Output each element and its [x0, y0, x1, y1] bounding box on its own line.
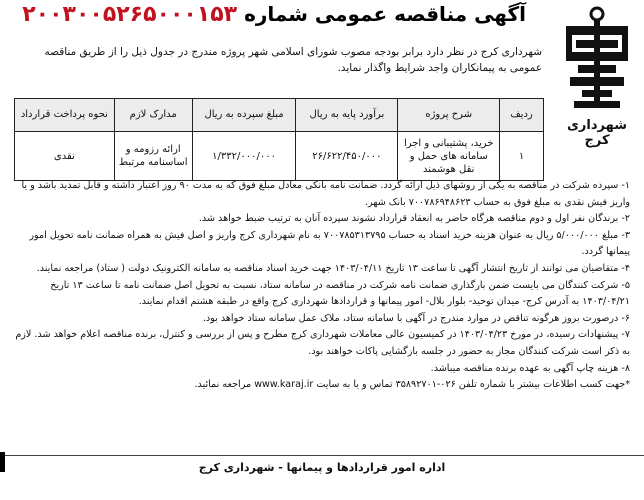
- condition-item: ۸- هزینه چاپ آگهی به عهده برنده مناقصه میباشد.: [430, 362, 630, 374]
- table-cell: ارائه رزومه و اساسنامه مرتبط: [114, 132, 192, 181]
- table-cell: ۲۶/۶۲۲/۴۵۰/۰۰۰: [296, 132, 398, 181]
- contact-suffix: مراجعه نمائید.: [194, 379, 252, 391]
- condition-item: ۴- متقاضیان می توانند از تاریخ انتشار آگهی تا ساعت ۱۳ تاریخ ۱۴۰۳/۰۴/۱۱ جهت خرید اسناد مناقصه به سامانه الکترونیک دولت ( ستاد) مراجعه نمایند.: [36, 262, 630, 274]
- project-table: [14, 98, 544, 181]
- table-cell: نقدی: [15, 132, 115, 181]
- contact-prefix: *جهت کسب اطلاعات بیشتر با شماره تلفن ۰۲۶-۳۵۸۹۲۷۰۱ تماس و یا به سایت: [316, 379, 630, 391]
- table-header-cell: نحوه پرداخت قرارداد: [15, 99, 115, 132]
- table-header-cell: برآورد پایه به ریال: [296, 99, 398, 132]
- footer-divider: [0, 455, 644, 456]
- table-cell: ۱/۳۳۲/۰۰۰/۰۰۰: [192, 132, 296, 181]
- intro-paragraph: شهرداری کرج در نظر دارد برابر بودجه مصوب شورای اسلامی شهر پروژه مندرج در جدول ذیل را از طریق مناقصه عمومی به پیمانکاران واجد شرایط واگذار نماید.: [44, 46, 542, 74]
- text-cursor: [0, 452, 5, 472]
- table-header-cell: مبلغ سپرده به ریال: [192, 99, 296, 132]
- website-link[interactable]: www.karaj.ir: [254, 379, 314, 391]
- condition-item: ۵- شرکت کنندگان می بایست ضمن بارگذاری ضمانت نامه شرکت در مناقصه در سامانه ستاد، نسبت به تحویل اصل ضمانت نامه تا ساعت ۱۳ تاریخ ۱۴۰۳/۰۴/۲۱ به آدرس کرج- میدان توحید- بلوار بلال- امور پیمانها و قراردادها شهرداری کرج واقع در طبقه هشتم اقدام نمایند.: [50, 279, 630, 308]
- table-header-cell: ردیف: [500, 99, 544, 132]
- conditions-list: [14, 178, 630, 394]
- karaj-emblem-icon: [560, 6, 634, 114]
- condition-item: ۳- مبلغ ۵/۰۰۰/۰۰۰ ریال به عنوان هزینه خرید اسناد به حساب ۷۰۰۷۸۵۳۱۳۷۹۵ به نام شهرداری کرج واریز و اصل فیش به همراه ضمانت نامه تحویل امور پیمانها گردد.: [29, 229, 630, 258]
- table-header-row: [15, 99, 544, 132]
- footer-department: اداره امور قراردادها و پیمانها - شهرداری کرج: [198, 461, 446, 474]
- logo-caption: شهرداری کرج: [567, 118, 627, 148]
- condition-item: ۱- سپرده شرکت در مناقصه به یکی از روشهای ذیل ارائه گردد. ضمانت نامه بانکی معادل مبلغ فوق که به مدت ۹۰ روز اعتبار داشته و قابل تمدید باشد و یا واریز فیش نقدی به مبلغ فوق به حساب ۷۰۰۷۸۶۹۴۸۶۲۳ بانک شهر.: [21, 180, 630, 208]
- condition-item: ۷- پیشنهادات رسیده، در مورخ ۱۴۰۳/۰۴/۲۳ در کمیسیون عالی معاملات شهرداری کرج مطرح و پس از بررسی و کنترل، برنده مناقصه اعلام خواهد شد. لازم به ذکر است شرکت کنندگان مجاز به حضور در جلسه بازگشایی پاکات خواهند بود.: [15, 329, 630, 357]
- contact-line: [14, 377, 630, 394]
- table-cell: ۱: [500, 132, 544, 181]
- condition-item: ۶- درصورت بروز هرگونه تناقض در موارد مندرج در آگهی با سامانه ستاد، ملاک عمل سامانه ستاد خواهد بود.: [202, 312, 630, 324]
- condition-item: ۲- برندگان نفر اول و دوم مناقصه هرگاه حاضر به انعقاد قرارداد نشوند سپرده آنان به ترتیب ضبط خواهد شد.: [198, 213, 630, 225]
- notice-title: [22, 2, 526, 40]
- table-header-cell: مدارک لازم: [114, 99, 192, 132]
- table-header-cell: شرح پروژه: [398, 99, 500, 132]
- karaj-municipality-logo: [560, 6, 634, 148]
- notice-title-text: آگهی مناقصه عمومی شماره: [244, 2, 526, 26]
- table-row: [15, 132, 544, 181]
- tender-number: ۲۰۰۳۰۰۵۲۶۵۰۰۰۱۵۳: [22, 2, 238, 27]
- table-cell: خرید، پشتیبانی و اجرا سامانه های حمل و نقل هوشمند: [398, 132, 500, 181]
